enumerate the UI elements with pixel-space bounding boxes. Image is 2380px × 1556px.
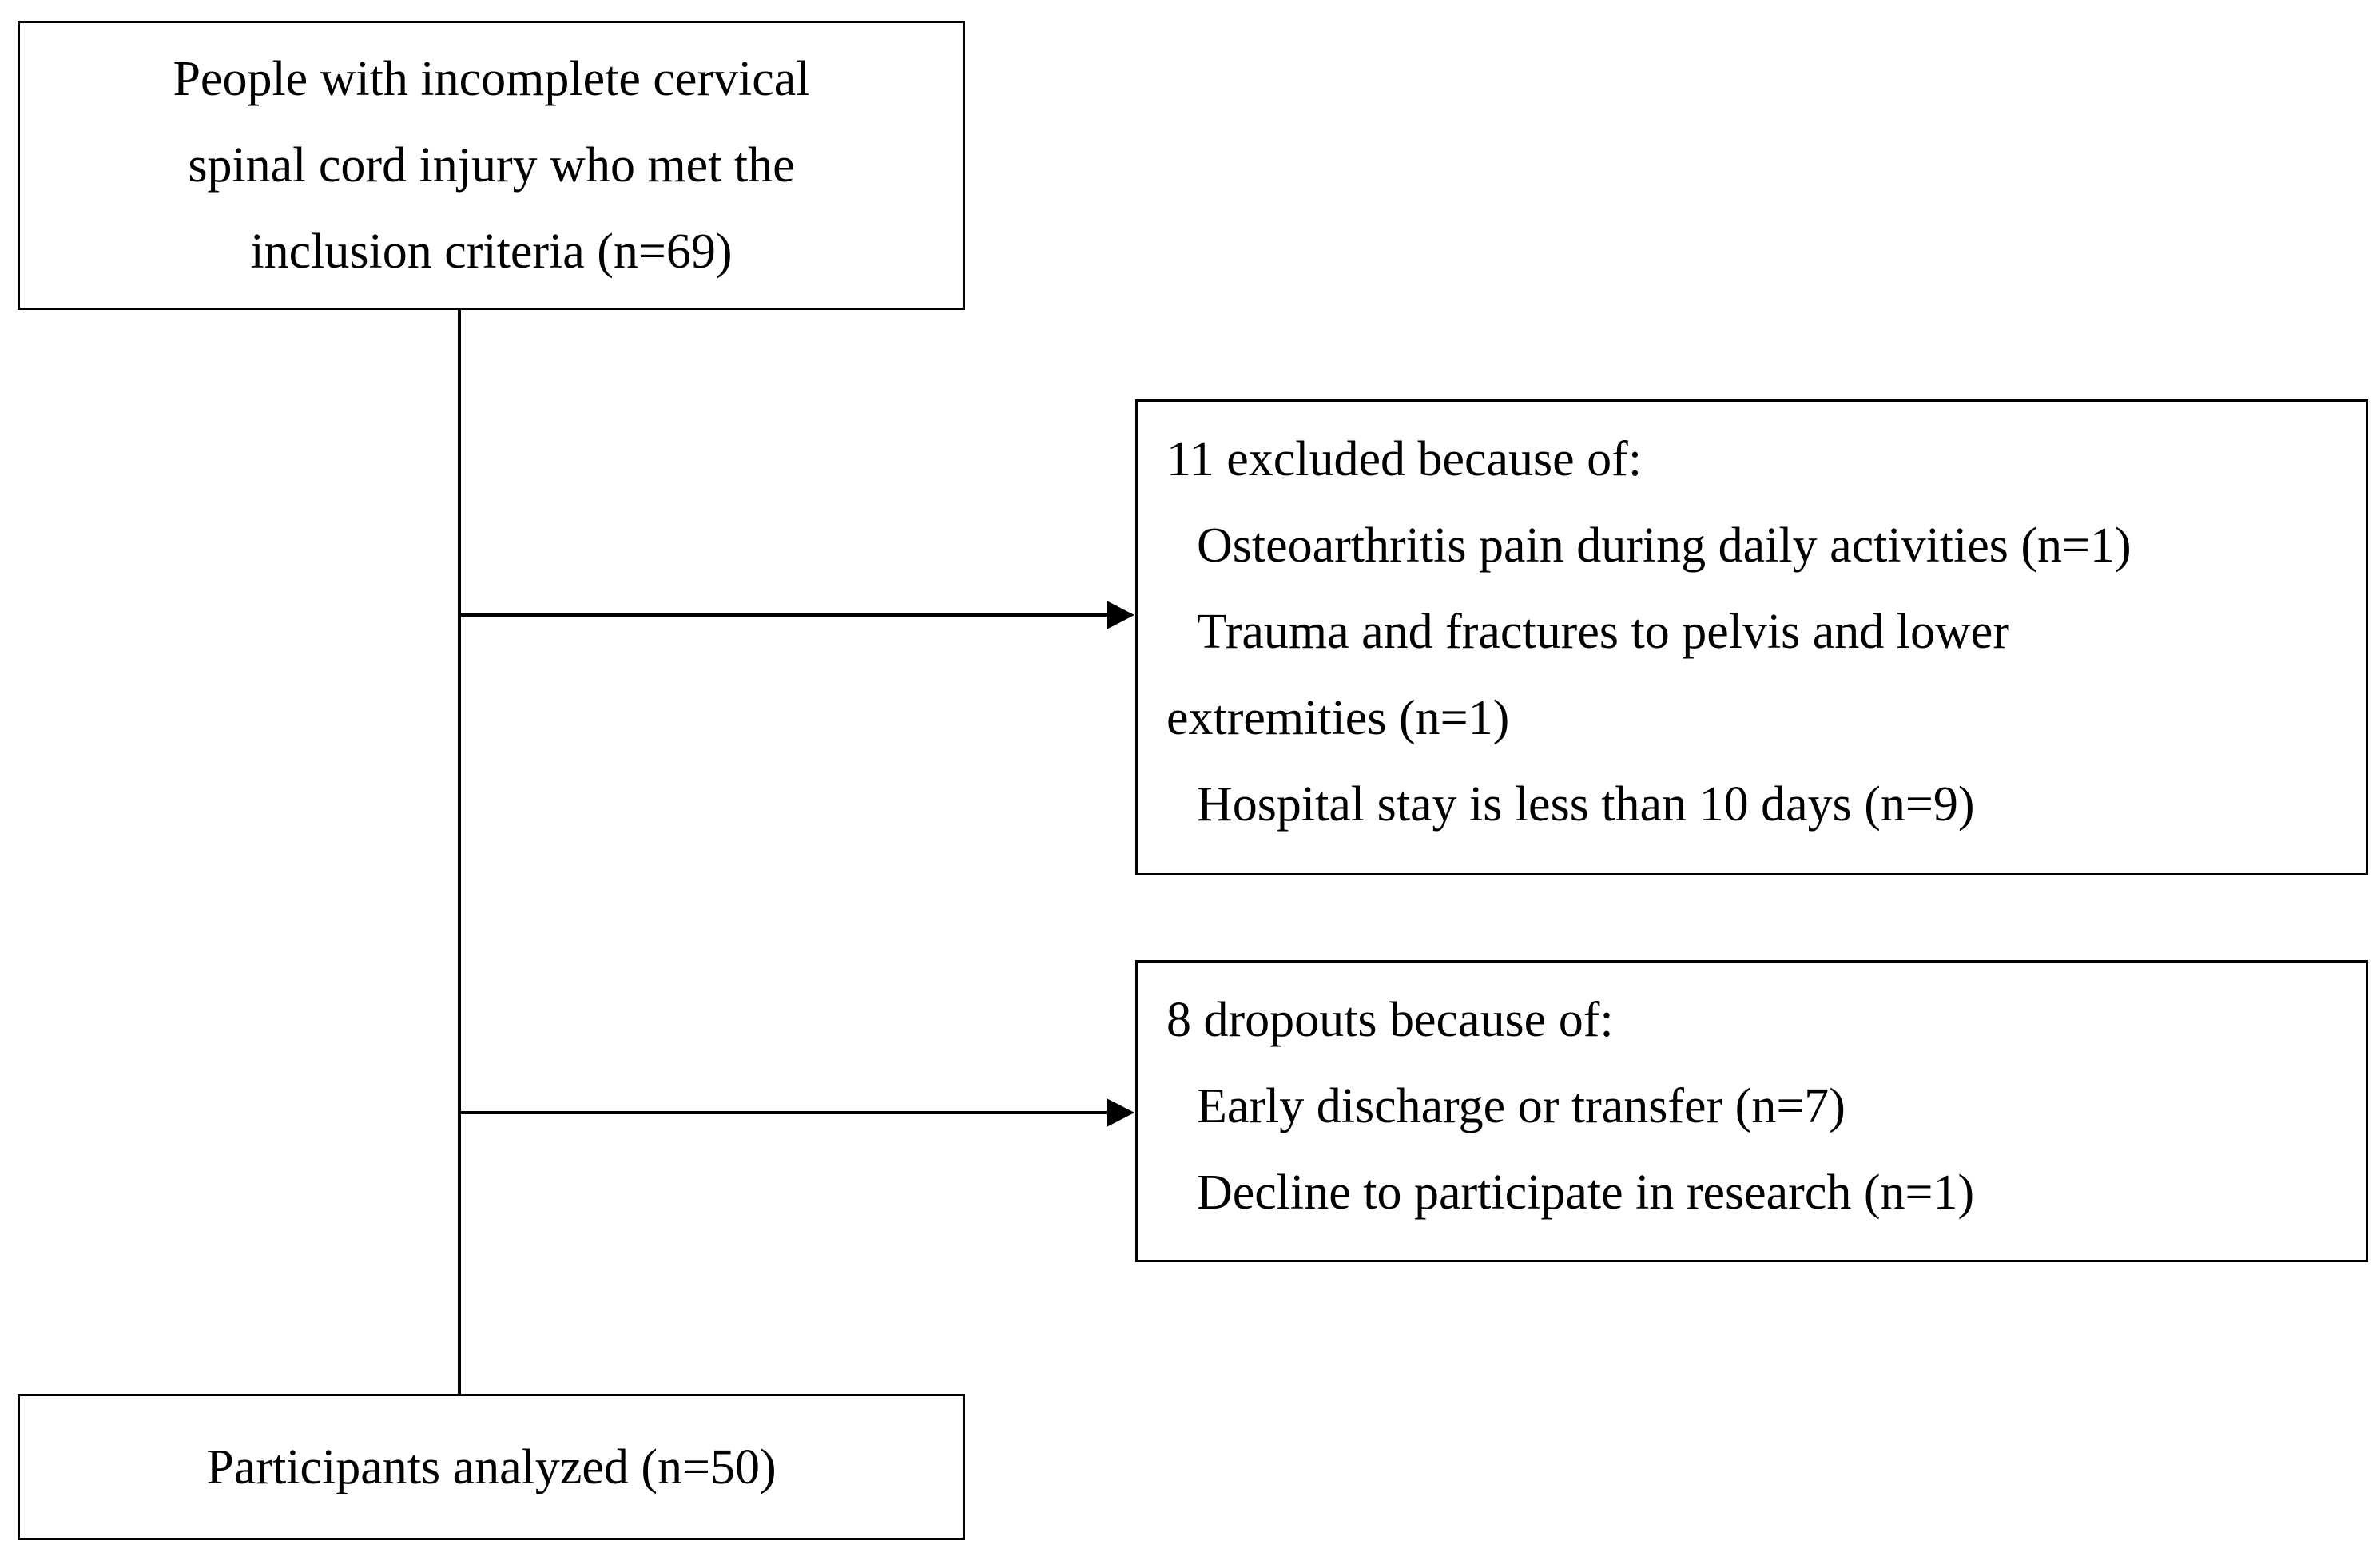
- start-box-line-3: inclusion criteria (n=69): [250, 224, 733, 279]
- excluded-item-osteoarthritis: Osteoarthritis pain during daily activities (n=1): [1197, 518, 2132, 573]
- end-box-text: Participants analyzed (n=50): [206, 1439, 777, 1494]
- dropout-box: [1135, 960, 2368, 1262]
- dropout-heading: 8 dropouts because of:: [1166, 993, 1614, 1047]
- start-box-line-2: spinal cord injury who met the: [188, 138, 795, 193]
- excluded-heading: 11 excluded because of:: [1166, 432, 1643, 486]
- start-box-line-1: People with incomplete cervical: [173, 52, 810, 106]
- dropout-item-early-discharge: Early discharge or transfer (n=7): [1197, 1079, 1846, 1133]
- excluded-item-hospital-stay: Hospital stay is less than 10 days (n=9): [1197, 777, 1975, 832]
- dropout-item-decline: Decline to participate in research (n=1): [1197, 1165, 1975, 1220]
- excluded-item-trauma-continued: extremities (n=1): [1166, 691, 1510, 745]
- start-box: [18, 21, 965, 310]
- exclusion-arrowhead: [1107, 601, 1134, 629]
- end-box: [18, 1394, 965, 1540]
- excluded-item-trauma: Trauma and fractures to pelvis and lower: [1197, 605, 2009, 659]
- excluded-box: [1135, 399, 2368, 875]
- dropout-arrowhead: [1107, 1098, 1134, 1127]
